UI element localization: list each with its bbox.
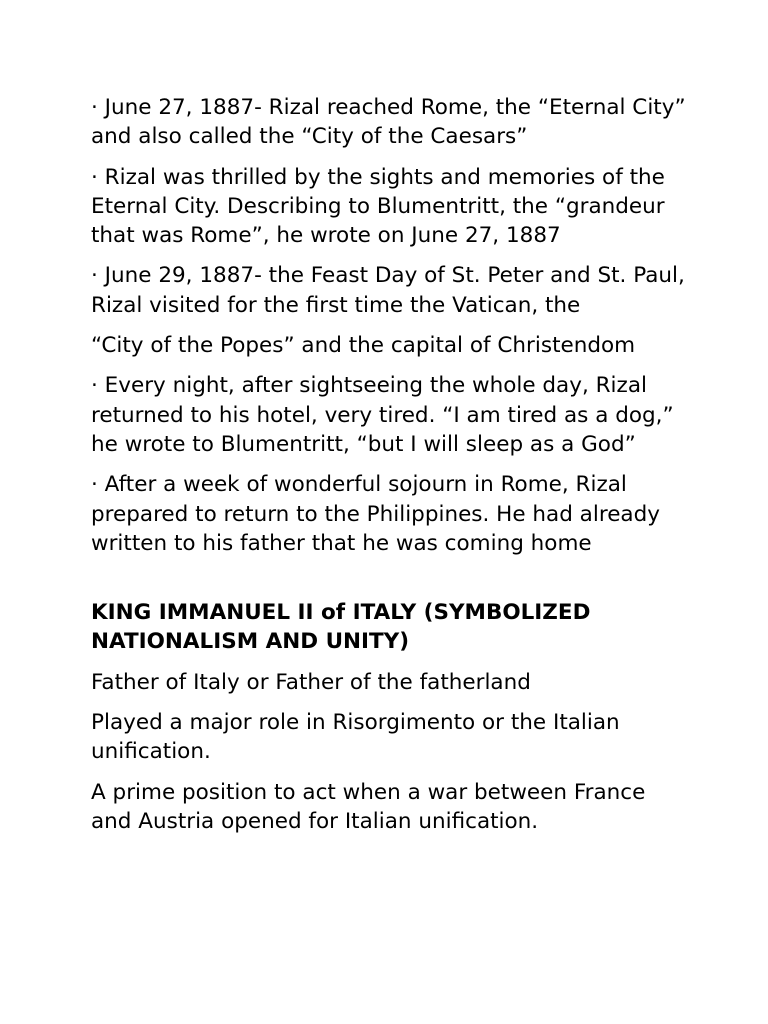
paragraph-risorgimento: Played a major role in Risorgimento or the Italian unification. [91, 710, 620, 765]
paragraph-prime-position: A prime position to act when a war between France and Austria opened for Italian unification. [91, 779, 646, 834]
section-heading: KING IMMANUEL II of ITALY (SYMBOLIZED NATIONALISM AND UNITY) [91, 600, 591, 655]
paragraph-rome-arrival: · June 27, 1887- Rizal reached Rome, the “Eternal City” and also called the “City of the Caesars” [91, 95, 686, 150]
paragraph-week-sojourn: · After a week of wonderful sojourn in Rome, Rizal prepared to return to the Philippines. He had already written to his father that he was coming home [91, 472, 660, 556]
paragraph-eternal-city: · Rizal was thrilled by the sights and memories of the Eternal City. Describing to Blumentritt, the “grandeur that was Rome”, he wrote on June 27, 1887 [91, 164, 665, 249]
paragraph-city-of-popes: “City of the Popes” and the capital of Christendom [91, 333, 636, 359]
document-body [91, 93, 691, 847]
paragraph-father-of-italy: Father of Italy or Father of the fatherland [91, 669, 531, 695]
paragraph-vatican-visit: · June 29, 1887- the Feast Day of St. Peter and St. Paul, Rizal visited for the first time the Vatican, the [91, 263, 685, 318]
paragraph-every-night: · Every night, after sightseeing the whole day, Rizal returned to his hotel, very tired. “I am tired as a dog,” he wrote to Blumentritt, “but I will sleep as a God” [91, 373, 674, 457]
